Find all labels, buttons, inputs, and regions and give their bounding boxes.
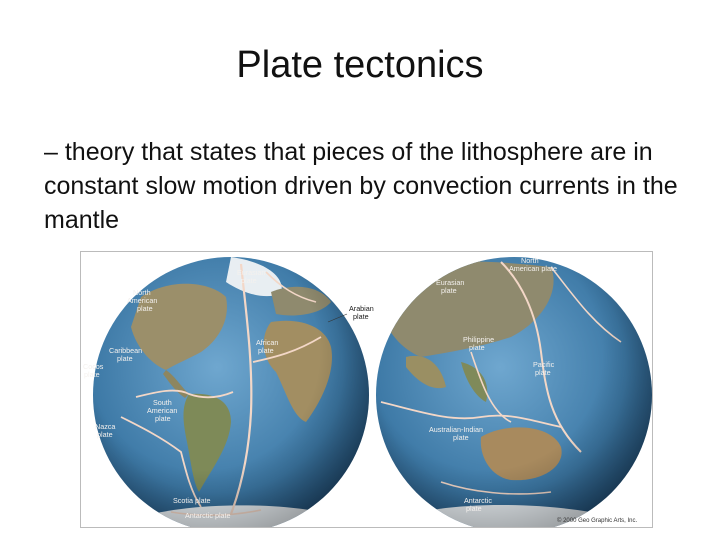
label-australian-indian-plate: Australian-Indian plate [429,425,483,442]
label-philippine-plate: Philippine plate [463,335,495,352]
label-scotia-plate: Scotia plate [173,496,211,505]
label-north-american-plate-left: North American plate [127,288,158,313]
image-credit: © 2000 Geo Graphic Arts, Inc. [557,518,638,524]
label-caribbean-plate: Caribbean plate [109,346,143,363]
label-antarctic-plate-right: Antarctic plate [464,496,492,513]
left-globe [83,257,374,527]
globes-illustration [81,252,652,527]
label-north-american-plate-right: North American plate [509,256,557,273]
label-cocos-plate: Cocos plate [83,362,104,379]
slide-title: Plate tectonics [236,44,484,86]
label-south-american-plate: South American plate [147,398,178,423]
label-eurasian-plate-left: Eurasian plate [237,268,266,285]
label-african-plate: African plate [256,338,279,355]
slide-body-text: – theory that states that pieces of the lithosphere are in constant slow motion driven by convection currents in the mantle [44,138,678,234]
label-pacific-plate: Pacific plate [533,360,555,377]
label-eurasian-plate-right: Eurasian plate [436,278,465,295]
right-globe [376,256,652,527]
label-arabian-plate: Arabian plate [349,304,374,321]
label-antarctic-plate-left: Antarctic plate [185,511,231,520]
globe-figure [80,251,653,528]
label-nazca-plate: Nazca plate [95,422,116,439]
